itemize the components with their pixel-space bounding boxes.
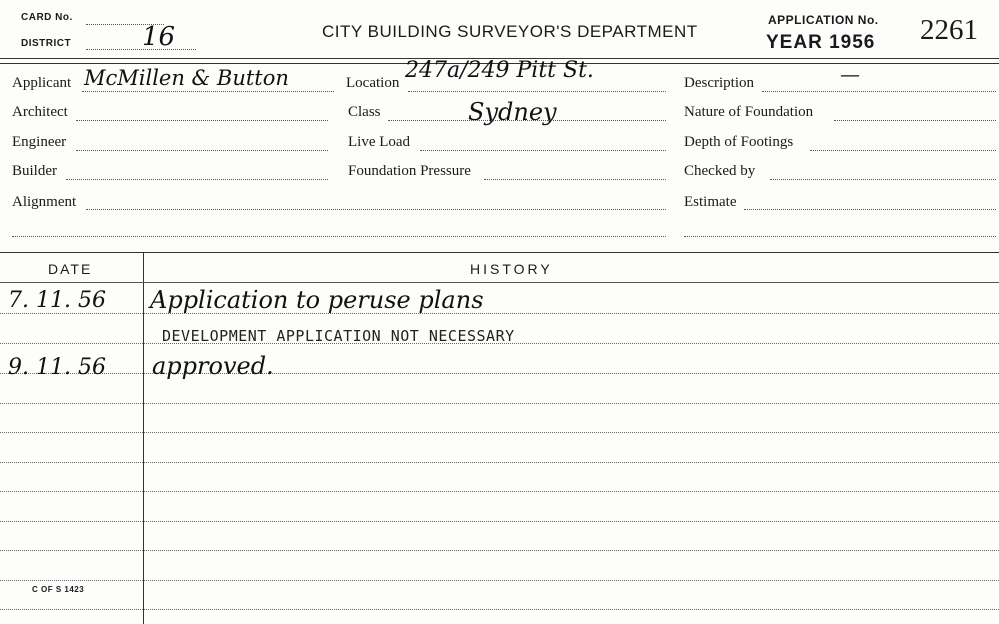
live-load-line <box>420 150 666 151</box>
builder-label: Builder <box>12 163 57 179</box>
location-value-line1: 247a/249 Pitt St. <box>405 58 594 83</box>
district-line <box>86 49 196 50</box>
architect-line <box>76 120 328 121</box>
foundation-pressure-label: Foundation Pressure <box>348 163 471 179</box>
department-title: CITY BUILDING SURVEYOR'S DEPARTMENT <box>322 22 698 41</box>
location-line <box>408 91 666 92</box>
ruled-row <box>0 521 999 522</box>
engineer-label: Engineer <box>12 134 67 150</box>
nature-of-foundation-line <box>834 120 996 121</box>
applicant-line <box>82 91 334 92</box>
description-label: Description <box>684 75 754 91</box>
class-label: Class <box>348 104 381 120</box>
description-value: — <box>840 62 860 86</box>
applicant-value: McMillen & Button <box>84 66 289 90</box>
form-code: C OF S 1423 <box>32 585 85 594</box>
ruled-row <box>0 550 999 551</box>
ruled-row <box>0 609 999 610</box>
location-label: Location <box>346 75 400 91</box>
engineer-line <box>76 150 328 151</box>
estimate-label: Estimate <box>684 194 737 210</box>
ruled-row <box>0 491 999 492</box>
description-line <box>762 91 996 92</box>
entry-text: Application to peruse plans <box>150 286 484 314</box>
entry-date: 9. 11. 56 <box>8 355 106 380</box>
history-header-rule <box>0 282 999 283</box>
ruled-row <box>0 432 999 433</box>
entry-text: approved. <box>152 352 274 380</box>
builder-line <box>66 179 328 180</box>
year-label: YEAR 1956 <box>766 32 876 53</box>
alignment-line <box>86 209 666 210</box>
nature-of-foundation-label: Nature of Foundation <box>684 104 814 120</box>
application-no-label: APPLICATION No. <box>768 13 879 27</box>
estimate-line <box>744 209 996 210</box>
ruled-row <box>0 580 999 581</box>
card-no-label: CARD No. <box>21 12 73 23</box>
depth-of-footings-label: Depth of Footings <box>684 134 794 150</box>
depth-of-footings-line <box>810 150 996 151</box>
district-value: 16 <box>142 22 176 52</box>
live-load-label: Live Load <box>348 134 411 150</box>
ruled-row <box>0 462 999 463</box>
ruled-row <box>0 403 999 404</box>
history-column-header: HISTORY <box>470 261 553 277</box>
date-column-header: DATE <box>48 261 93 277</box>
blank-line-left <box>12 236 666 237</box>
history-top-rule <box>0 252 999 253</box>
ruled-row <box>0 373 999 374</box>
checked-by-label: Checked by <box>684 163 756 179</box>
applicant-label: Applicant <box>12 75 72 91</box>
checked-by-line <box>770 179 996 180</box>
entry-date: 7. 11. 56 <box>8 288 106 313</box>
application-number: 2261 <box>920 14 978 46</box>
date-column-divider <box>143 252 144 624</box>
district-label: DISTRICT <box>21 38 72 49</box>
alignment-label: Alignment <box>12 194 77 210</box>
location-value-line2: Sydney <box>468 98 557 126</box>
class-line <box>388 120 666 121</box>
foundation-pressure-line <box>484 179 666 180</box>
development-stamp: DEVELOPMENT APPLICATION NOT NECESSARY <box>162 327 515 345</box>
architect-label: Architect <box>12 104 68 120</box>
blank-line-right <box>684 236 996 237</box>
